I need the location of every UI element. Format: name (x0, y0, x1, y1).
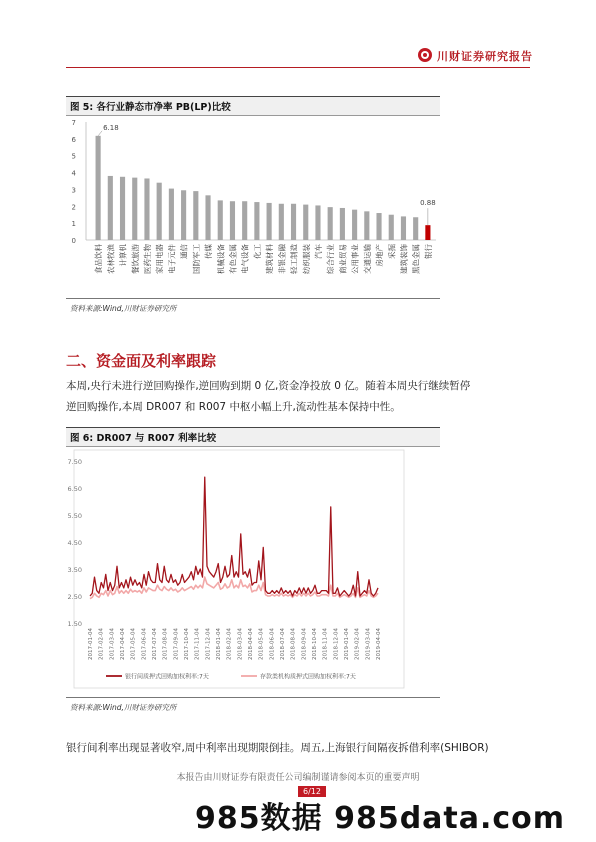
paragraph-line: 逆回购操作,本周 DR007 和 R007 中枢小幅上升,流动性基本保持中性。 (66, 401, 401, 413)
line-x-tick-label: 2018-09-04 (301, 628, 308, 660)
line-x-tick-label: 2017-03-04 (109, 628, 116, 660)
bar-mark (425, 225, 430, 240)
bar-category-label: 家用电器 (155, 244, 165, 274)
bar-category-label: 商业贸易 (338, 244, 348, 274)
bar-category-label: 交通运输 (362, 244, 372, 274)
bar-category-label: 黑色金属 (411, 244, 421, 274)
line-x-tick-label: 2017-08-04 (162, 628, 169, 660)
company-logo-icon (418, 48, 432, 62)
bar-mark (157, 183, 162, 240)
line-y-tick-label: 6.50 (67, 485, 82, 493)
pb-bar-chart (66, 118, 440, 296)
bar-mark (267, 203, 272, 240)
bar-mark (181, 190, 186, 240)
bar-mark (413, 217, 418, 240)
line-x-tick-label: 2018-04-04 (248, 628, 254, 660)
report-header-title: 川财证券研究报告 (437, 50, 533, 63)
section-heading: 二、资金面及利率跟踪 (66, 352, 217, 370)
bar-category-label: 农林牧渔 (106, 244, 116, 274)
line-x-tick-label: 2017-06-04 (141, 628, 148, 660)
bar-category-label: 非银金融 (277, 244, 287, 274)
watermark: 985数据 985data.com (195, 801, 566, 836)
line-x-tick-label: 2017-04-04 (120, 628, 126, 660)
line-x-tick-label: 2018-01-04 (216, 628, 222, 660)
bar-data-label: 6.18 (103, 123, 119, 132)
bar-mark (205, 195, 210, 240)
bar-category-label: 有色金属 (228, 244, 238, 274)
line-x-tick-label: 2019-03-04 (365, 628, 372, 660)
line-x-tick-label: 2017-05-04 (130, 628, 137, 660)
bar-category-label: 银行 (423, 244, 433, 259)
figure6-title: 图 6: DR007 与 R007 利率比较 (70, 433, 217, 444)
bar-category-label: 医药生物 (142, 244, 152, 274)
line-x-tick-label: 2017-10-04 (184, 628, 190, 660)
figure5-title: 图 5: 各行业静态市净率 PB(LP)比较 (70, 102, 231, 113)
bar-mark (328, 207, 333, 240)
bar-category-label: 房地产 (375, 244, 385, 267)
line-x-tick-label: 2018-10-04 (312, 628, 318, 660)
bar-mark (169, 189, 174, 240)
header-divider (66, 67, 530, 68)
line-y-tick-label: 1.50 (67, 620, 82, 628)
paragraph-line: 本周,央行未进行逆回购操作,逆回购到期 0 亿,资金净投放 0 亿。随着本周央行继续暂停 (66, 380, 471, 392)
bar-category-label: 机械设备 (216, 244, 226, 274)
bar-category-label: 纺织服装 (301, 244, 311, 274)
bar-y-tick-label: 5 (71, 152, 76, 161)
bar-mark (108, 176, 113, 240)
line-x-tick-label: 2018-03-04 (237, 628, 244, 660)
legend-label: 银行间质押式回购加权利率:7天 (125, 673, 209, 681)
bar-category-label: 传媒 (204, 244, 214, 259)
figure5-source-divider (66, 298, 440, 299)
bar-data-label: 0.88 (420, 199, 436, 208)
bar-category-label: 轻工制造 (289, 244, 299, 274)
line-x-tick-label: 2018-11-04 (322, 628, 329, 660)
bar-mark (132, 178, 137, 240)
line-x-tick-label: 2017-02-04 (98, 628, 105, 660)
bar-mark (376, 213, 381, 240)
bar-category-label: 公用事业 (350, 244, 360, 274)
bar-category-label: 食品饮料 (94, 244, 104, 274)
bar-category-label: 化工 (252, 244, 262, 259)
bar-mark (218, 200, 223, 240)
line-x-tick-label: 2018-07-04 (280, 628, 286, 660)
bar-mark (303, 205, 308, 240)
line-y-tick-label: 5.50 (67, 512, 82, 520)
bar-y-tick-label: 3 (71, 186, 76, 195)
line-y-tick-label: 3.50 (67, 566, 82, 574)
line-x-tick-label: 2017-12-04 (205, 628, 212, 660)
paragraph-rates: 银行间利率出现显著收窄,周中利率出现期限倒挂。周五,上海银行间隔夜拆借利率(SHIBOR) (66, 742, 489, 754)
bar-mark (352, 210, 357, 240)
bar-mark (291, 204, 296, 240)
bar-mark (193, 191, 198, 240)
line-x-tick-label: 2017-11-04 (194, 628, 201, 660)
line-x-tick-label: 2019-02-04 (354, 628, 361, 660)
bar-mark (96, 136, 101, 240)
line-x-tick-label: 2017-01-04 (88, 628, 94, 660)
bar-y-tick-label: 2 (71, 203, 76, 212)
bar-mark (315, 205, 320, 240)
repo-rate-line-chart (66, 448, 440, 692)
bar-category-label: 建筑装饰 (399, 244, 409, 274)
bar-y-tick-label: 1 (71, 220, 76, 229)
bar-label-leader (98, 131, 102, 136)
bar-y-tick-label: 6 (71, 135, 76, 144)
line-y-tick-label: 4.50 (67, 539, 82, 547)
depository-repo-series-line (90, 577, 378, 599)
bar-category-label: 通信 (179, 244, 189, 259)
line-x-tick-label: 2019-01-04 (344, 628, 350, 660)
bar-category-label: 采掘 (387, 244, 397, 259)
bar-category-label: 电气设备 (240, 244, 250, 274)
bar-mark (120, 177, 125, 240)
line-x-tick-label: 2018-08-04 (290, 628, 297, 660)
bar-category-label: 餐饮旅游 (130, 244, 140, 274)
interbank-repo-series-line (90, 477, 378, 596)
bar-category-label: 国防军工 (191, 244, 201, 274)
line-y-tick-label: 2.50 (67, 593, 82, 601)
bar-category-label: 建筑材料 (265, 244, 275, 274)
bar-category-label: 汽车 (313, 244, 323, 259)
bar-mark (144, 178, 149, 240)
bar-category-label: 电子元件 (167, 244, 177, 274)
bar-mark (230, 201, 235, 240)
line-x-tick-label: 2018-06-04 (269, 628, 276, 660)
figure6-source: 资料来源:Wind,川财证券研究所 (70, 703, 177, 712)
bar-y-tick-label: 0 (71, 237, 76, 245)
footer-disclaimer: 本报告由川财证券有限责任公司编制谨请参阅本页的重要声明 (176, 773, 420, 783)
bar-y-tick-label: 4 (71, 169, 76, 178)
figure5-source: 资料来源:Wind,川财证券研究所 (70, 304, 177, 313)
paragraph-funding (66, 376, 532, 418)
bar-category-label: 计算机 (118, 244, 128, 267)
bar-mark (340, 208, 345, 240)
line-x-tick-label: 2017-09-04 (173, 628, 180, 660)
line-y-tick-label: 7.50 (67, 458, 82, 466)
bar-y-tick-label: 7 (71, 119, 76, 127)
figure6-source-divider (66, 697, 440, 698)
line-x-tick-label: 2017-07-04 (152, 628, 158, 660)
bar-mark (254, 202, 259, 240)
line-x-tick-label: 2018-05-04 (258, 628, 265, 660)
bar-category-label: 综合行业 (326, 244, 336, 274)
line-x-tick-label: 2019-04-04 (376, 628, 382, 660)
bar-mark (279, 204, 284, 240)
bar-mark (401, 216, 406, 240)
page-number: 6/12 (298, 786, 326, 797)
bar-mark (364, 211, 369, 240)
legend-label: 存款类机构质押式回购加权利率:7天 (260, 673, 356, 681)
line-x-tick-label: 2018-02-04 (226, 628, 233, 660)
bar-mark (242, 201, 247, 240)
bar-mark (389, 215, 394, 240)
line-x-tick-label: 2018-12-04 (333, 628, 340, 660)
